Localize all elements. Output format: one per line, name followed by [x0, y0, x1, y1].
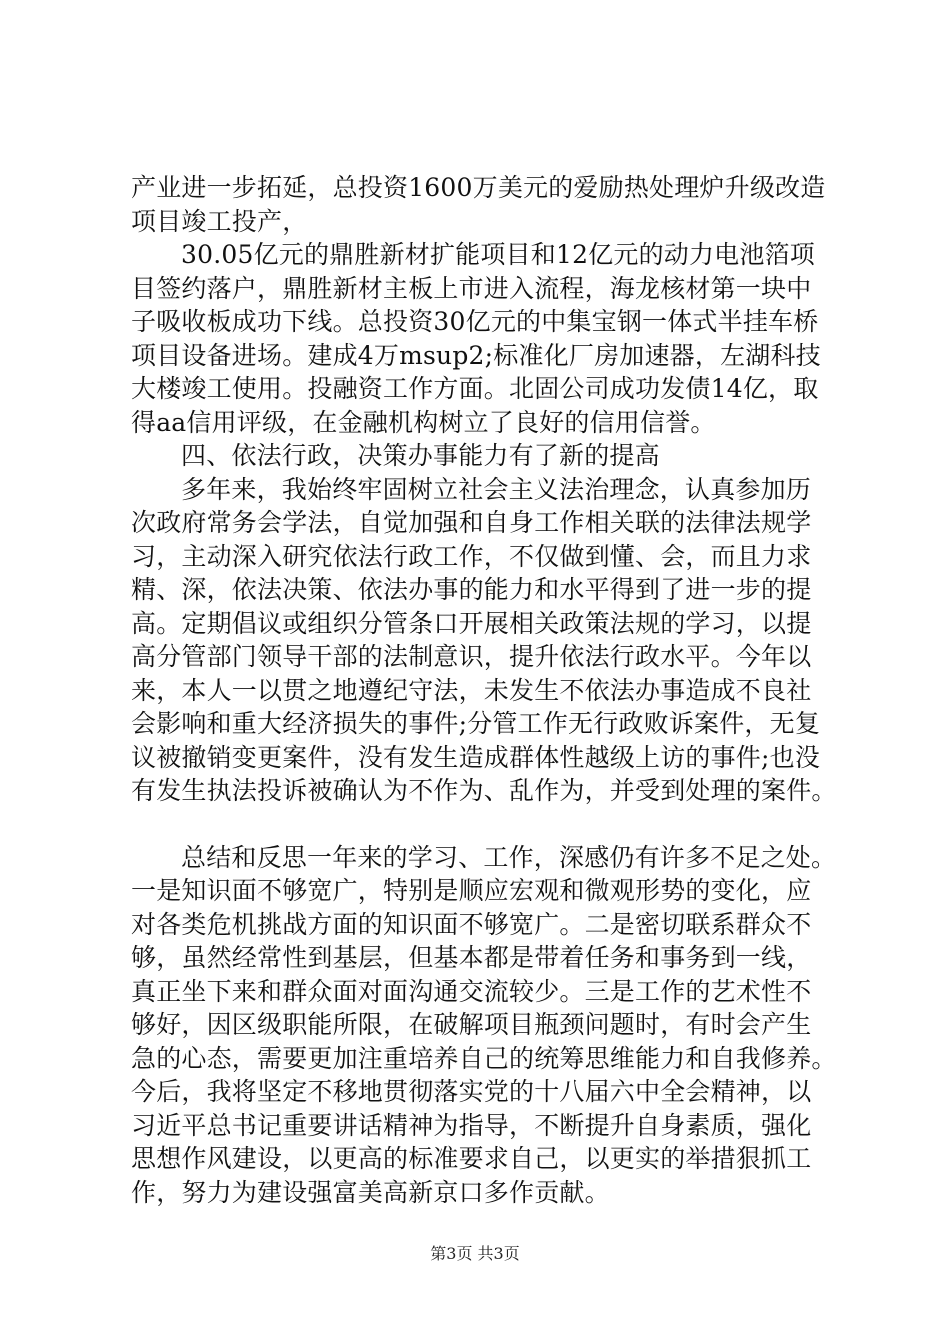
- text-line: 真正坐下来和群众面对面沟通交流较少。三是工作的艺术性不: [131, 976, 812, 1006]
- text-line: 高。定期倡议或组织分管条口开展相关政策法规的学习，以提: [131, 608, 812, 638]
- text-line: 总结和反思一年来的学习、工作，深感仍有许多不足之处。: [181, 842, 837, 872]
- text-line: 产业进一步拓延，总投资1600万美元的爱励热处理炉升级改造: [131, 173, 826, 202]
- text-line: 次政府常务会学法，自觉加强和自身工作相关联的法律法规学: [131, 508, 812, 537]
- document-body: [131, 171, 837, 1209]
- text-line: 够好，因区级职能所限，在破解项目瓶颈问题时，有时会产生: [131, 1010, 812, 1039]
- text-line: 习近平总书记重要讲话精神为指导，不断提升自身素质，强化: [131, 1110, 812, 1140]
- paragraph: [131, 473, 837, 808]
- text-line: 会影响和重大经济损失的事件;分管工作无行政败诉案件，无复: [131, 709, 821, 738]
- text-line: 30.05亿元的鼎胜新材扩能项目和12亿元的动力电池箔项: [181, 240, 815, 269]
- paragraph-gap: [131, 808, 831, 841]
- section-heading: [131, 439, 831, 473]
- text-line: 精、深，依法决策、依法办事的能力和水平得到了进一步的提: [131, 575, 812, 604]
- text-line: 四、依法行政，决策办事能力有了新的提高: [181, 441, 660, 470]
- text-line: 项目设备进场。建成4万msup2;标准化厂房加速器，左湖科技: [131, 340, 821, 370]
- text-line: 习，主动深入研究依法行政工作，不仅做到懂、会，而且力求: [131, 541, 812, 571]
- page-footer: 第3页 共3页: [430, 1244, 520, 1263]
- text-line: 够，虽然经常性到基层，但基本都是带着任务和事务到一线，: [131, 943, 812, 972]
- text-line: 得aa信用评级，在金融机构树立了良好的信用信誉。: [131, 407, 716, 437]
- paragraph: [131, 238, 831, 439]
- text-line: 对各类危机挑战方面的知识面不够宽广。二是密切联系群众不: [131, 909, 812, 939]
- text-line: 高分管部门领导干部的法制意识，提升依法行政水平。今年以: [131, 642, 812, 671]
- text-line: 有发生执法投诉被确认为不作为、乱作为，并受到处理的案件。: [131, 776, 837, 805]
- text-line: 大楼竣工使用。投融资工作方面。北固公司成功发债14亿，取: [131, 374, 819, 403]
- text-line: 多年来，我始终牢固树立社会主义法治理念，认真参加历: [181, 474, 812, 504]
- text-line: 来，本人一以贯之地遵纪守法，未发生不依法办事造成不良社: [131, 675, 812, 705]
- text-line: 项目竣工投产，: [131, 206, 308, 236]
- text-line: 思想作风建设，以更高的标准要求自己，以更实的举措狠抓工: [131, 1144, 812, 1173]
- paragraph: [131, 841, 837, 1210]
- text-line: 作，努力为建设强富美高新京口多作贡献。: [131, 1177, 610, 1207]
- text-line: 一是知识面不够宽广，特别是顺应宏观和微观形势的变化，应: [131, 876, 812, 905]
- paragraph: [131, 171, 831, 238]
- text-line: 子吸收板成功下线。总投资30亿元的中集宝钢一体式半挂车桥: [131, 307, 819, 336]
- text-line: 目签约落户，鼎胜新材主板上市进入流程，海龙核材第一块中: [131, 273, 812, 303]
- text-line: 议被撤销变更案件，没有发生造成群体性越级上访的事件;也没: [131, 742, 821, 772]
- text-line: 急的心态，需要更加注重培养自己的统筹思维能力和自我修养。: [131, 1043, 837, 1073]
- text-line: 今后，我将坚定不移地贯彻落实党的十八届六中全会精神，以: [131, 1077, 812, 1106]
